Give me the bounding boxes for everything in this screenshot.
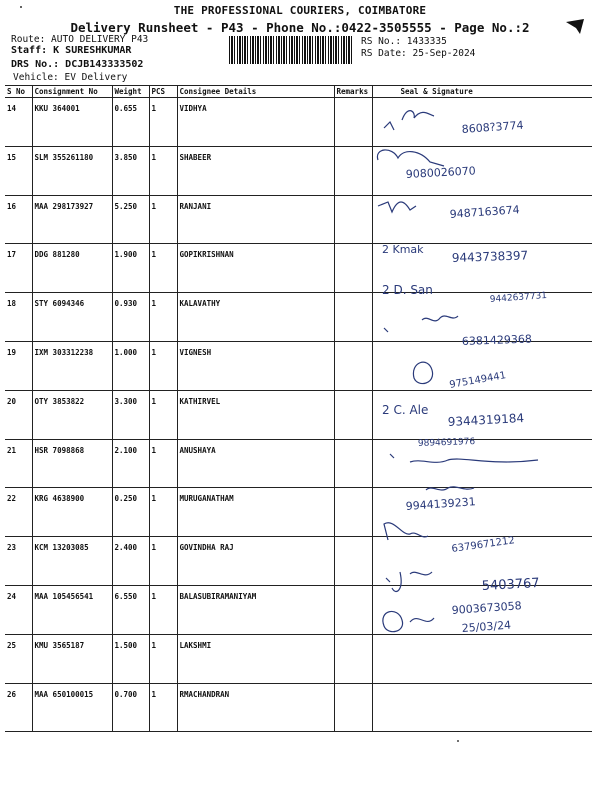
cell-consignment: MAA 298173927 xyxy=(32,195,112,244)
cell-consignment: KMU 3565187 xyxy=(32,634,112,683)
cell-sno: 15 xyxy=(5,146,32,195)
cell-signature xyxy=(372,98,592,147)
drs-number: DRS No.: DCJB143333502 xyxy=(11,59,144,70)
table-row xyxy=(5,488,592,537)
cell-consignee: KALAVATHY xyxy=(177,293,334,342)
table-row xyxy=(5,537,592,586)
col-remarks: Remarks xyxy=(334,86,372,98)
runsheet-title: Delivery Runsheet - P43 - Phone No.:0422-3505555 - Page No.:2 xyxy=(70,20,530,35)
sig-phone-21: 9344319184 xyxy=(447,411,525,429)
table-row xyxy=(5,585,592,634)
sig-date-26: 25/03/24 xyxy=(461,618,512,635)
sig-note-21: 2 C. Ale xyxy=(382,403,429,417)
cell-sno: 25 xyxy=(5,634,32,683)
cell-signature xyxy=(372,585,592,634)
cell-pcs: 1 xyxy=(149,98,177,147)
rs-date: RS Date: 25-Sep-2024 xyxy=(361,48,476,59)
cell-remarks xyxy=(334,293,372,342)
rs-number: RS No.: 1433335 xyxy=(361,36,447,47)
cell-remarks xyxy=(334,439,372,488)
barcode xyxy=(229,36,353,64)
cell-pcs: 1 xyxy=(149,634,177,683)
cell-consignment: KCM 13203085 xyxy=(32,537,112,586)
cell-consignment: HSR 7098868 xyxy=(32,439,112,488)
cell-consignment: SLM 355261180 xyxy=(32,146,112,195)
cell-signature xyxy=(372,390,592,439)
cell-consignee: SHABEER xyxy=(177,146,334,195)
cell-weight: 0.655 xyxy=(112,98,149,147)
cell-weight: 3.300 xyxy=(112,390,149,439)
cell-consignment: OTY 3853822 xyxy=(32,390,112,439)
cell-sno: 14 xyxy=(5,98,32,147)
sig-phone-16: 9487163674 xyxy=(449,203,521,221)
cell-weight: 0.700 xyxy=(112,683,149,732)
cell-consignee: GOVINDHA RAJ xyxy=(177,537,334,586)
table-row xyxy=(5,341,592,390)
cell-consignee: ANUSHAYA xyxy=(177,439,334,488)
sig-phone-24: 6379671212 xyxy=(450,535,516,555)
cell-remarks xyxy=(334,341,372,390)
table-row xyxy=(5,98,592,147)
cell-sno: 24 xyxy=(5,585,32,634)
cell-consignee: GOPIKRISHNAN xyxy=(177,244,334,293)
delivery-table xyxy=(5,85,592,732)
cell-signature xyxy=(372,146,592,195)
sig-phone-22: 9894691976 xyxy=(417,437,476,449)
cell-signature xyxy=(372,293,592,342)
col-consignee: Consignee Details xyxy=(177,86,334,98)
cell-remarks xyxy=(334,683,372,732)
cell-pcs: 1 xyxy=(149,146,177,195)
table-row xyxy=(5,390,592,439)
sig-phone-20: 975149441 xyxy=(448,370,507,391)
cell-sno: 20 xyxy=(5,390,32,439)
cell-consignee: KATHIRVEL xyxy=(177,390,334,439)
cell-remarks xyxy=(334,488,372,537)
cell-consignment: IXM 303312238 xyxy=(32,341,112,390)
cell-remarks xyxy=(334,390,372,439)
cell-signature xyxy=(372,439,592,488)
cell-consignment: KRG 4638900 xyxy=(32,488,112,537)
cell-consignee: VIGNESH xyxy=(177,341,334,390)
table-row xyxy=(5,683,592,732)
cell-consignee: RMACHANDRAN xyxy=(177,683,334,732)
cell-weight: 1.500 xyxy=(112,634,149,683)
col-sno: S No xyxy=(5,86,32,98)
cell-consignee: LAKSHMI xyxy=(177,634,334,683)
cell-signature xyxy=(372,244,592,293)
cell-consignment: DDG 881280 xyxy=(32,244,112,293)
cell-weight: 6.550 xyxy=(112,585,149,634)
route-label: Route: AUTO DELIVERY P43 xyxy=(11,34,149,45)
cell-signature xyxy=(372,634,592,683)
cell-remarks xyxy=(334,195,372,244)
dot-mark-icon xyxy=(18,4,24,10)
cell-consignment: STY 6094346 xyxy=(32,293,112,342)
cell-pcs: 1 xyxy=(149,195,177,244)
table-row xyxy=(5,146,592,195)
col-consignment: Consignment No xyxy=(32,86,112,98)
cell-sno: 18 xyxy=(5,293,32,342)
cell-pcs: 1 xyxy=(149,244,177,293)
cell-sno: 19 xyxy=(5,341,32,390)
cell-pcs: 1 xyxy=(149,488,177,537)
cell-remarks xyxy=(334,634,372,683)
cell-sno: 16 xyxy=(5,195,32,244)
cell-remarks xyxy=(334,146,372,195)
cell-weight: 1.900 xyxy=(112,244,149,293)
table-row xyxy=(5,195,592,244)
col-pcs: PCS xyxy=(149,86,177,98)
cell-pcs: 1 xyxy=(149,537,177,586)
cell-weight: 0.250 xyxy=(112,488,149,537)
cell-sno: 23 xyxy=(5,537,32,586)
cell-consignment: MAA 650100015 xyxy=(32,683,112,732)
col-signature: Seal & Signature xyxy=(372,86,592,98)
sig-phone-19: 6381429368 xyxy=(461,332,533,348)
cell-consignee: BALASUBIRAMANIYAM xyxy=(177,585,334,634)
cell-weight: 0.930 xyxy=(112,293,149,342)
cell-consignee: RANJANI xyxy=(177,195,334,244)
sig-phone-17: 9443738397 xyxy=(451,248,529,265)
table-header-row xyxy=(5,86,592,98)
cell-signature xyxy=(372,341,592,390)
cell-signature xyxy=(372,683,592,732)
cell-weight: 2.400 xyxy=(112,537,149,586)
cell-pcs: 1 xyxy=(149,293,177,342)
cell-weight: 3.850 xyxy=(112,146,149,195)
cell-remarks xyxy=(334,537,372,586)
sig-phone-18: 9442637731 xyxy=(489,291,548,305)
vehicle-label: Vehicle: EV Delivery xyxy=(13,72,128,83)
sig-phone-23: 9944139231 xyxy=(405,495,477,513)
cell-signature xyxy=(372,488,592,537)
cell-remarks xyxy=(334,244,372,293)
cell-remarks xyxy=(334,585,372,634)
cell-pcs: 1 xyxy=(149,390,177,439)
cell-consignment: KKU 364001 xyxy=(32,98,112,147)
cell-sno: 17 xyxy=(5,244,32,293)
staff-label: Staff: K SURESHKUMAR xyxy=(11,45,132,56)
cell-consignment: MAA 105456541 xyxy=(32,585,112,634)
cell-pcs: 1 xyxy=(149,585,177,634)
sig-note-17: 2 Kmak xyxy=(382,243,424,256)
table-body xyxy=(5,98,592,732)
sig-phone-14: 8608?3774 xyxy=(461,118,524,136)
cell-consignee: MURUGANATHAM xyxy=(177,488,334,537)
cell-weight: 2.100 xyxy=(112,439,149,488)
company-name: THE PROFESSIONAL COURIERS, COIMBATORE xyxy=(173,4,427,17)
sig-phone-25: 5403767 xyxy=(481,575,541,594)
sig-note-18: 2 D. San xyxy=(382,283,433,297)
table-row xyxy=(5,634,592,683)
cell-signature xyxy=(372,537,592,586)
sig-phone-15: 9080026070 xyxy=(405,164,477,181)
cell-remarks xyxy=(334,98,372,147)
col-weight: Weight xyxy=(112,86,149,98)
table-row xyxy=(5,293,592,342)
speck-icon xyxy=(455,738,461,744)
cell-consignee: VIDHYA xyxy=(177,98,334,147)
corner-mark-icon xyxy=(564,18,586,36)
cell-sno: 26 xyxy=(5,683,32,732)
cell-weight: 5.250 xyxy=(112,195,149,244)
cell-pcs: 1 xyxy=(149,341,177,390)
cell-pcs: 1 xyxy=(149,439,177,488)
cell-sno: 21 xyxy=(5,439,32,488)
cell-weight: 1.000 xyxy=(112,341,149,390)
cell-signature xyxy=(372,195,592,244)
table-row xyxy=(5,244,592,293)
table-row xyxy=(5,439,592,488)
cell-pcs: 1 xyxy=(149,683,177,732)
cell-sno: 22 xyxy=(5,488,32,537)
sig-phone-26: 9003673058 xyxy=(451,599,523,617)
